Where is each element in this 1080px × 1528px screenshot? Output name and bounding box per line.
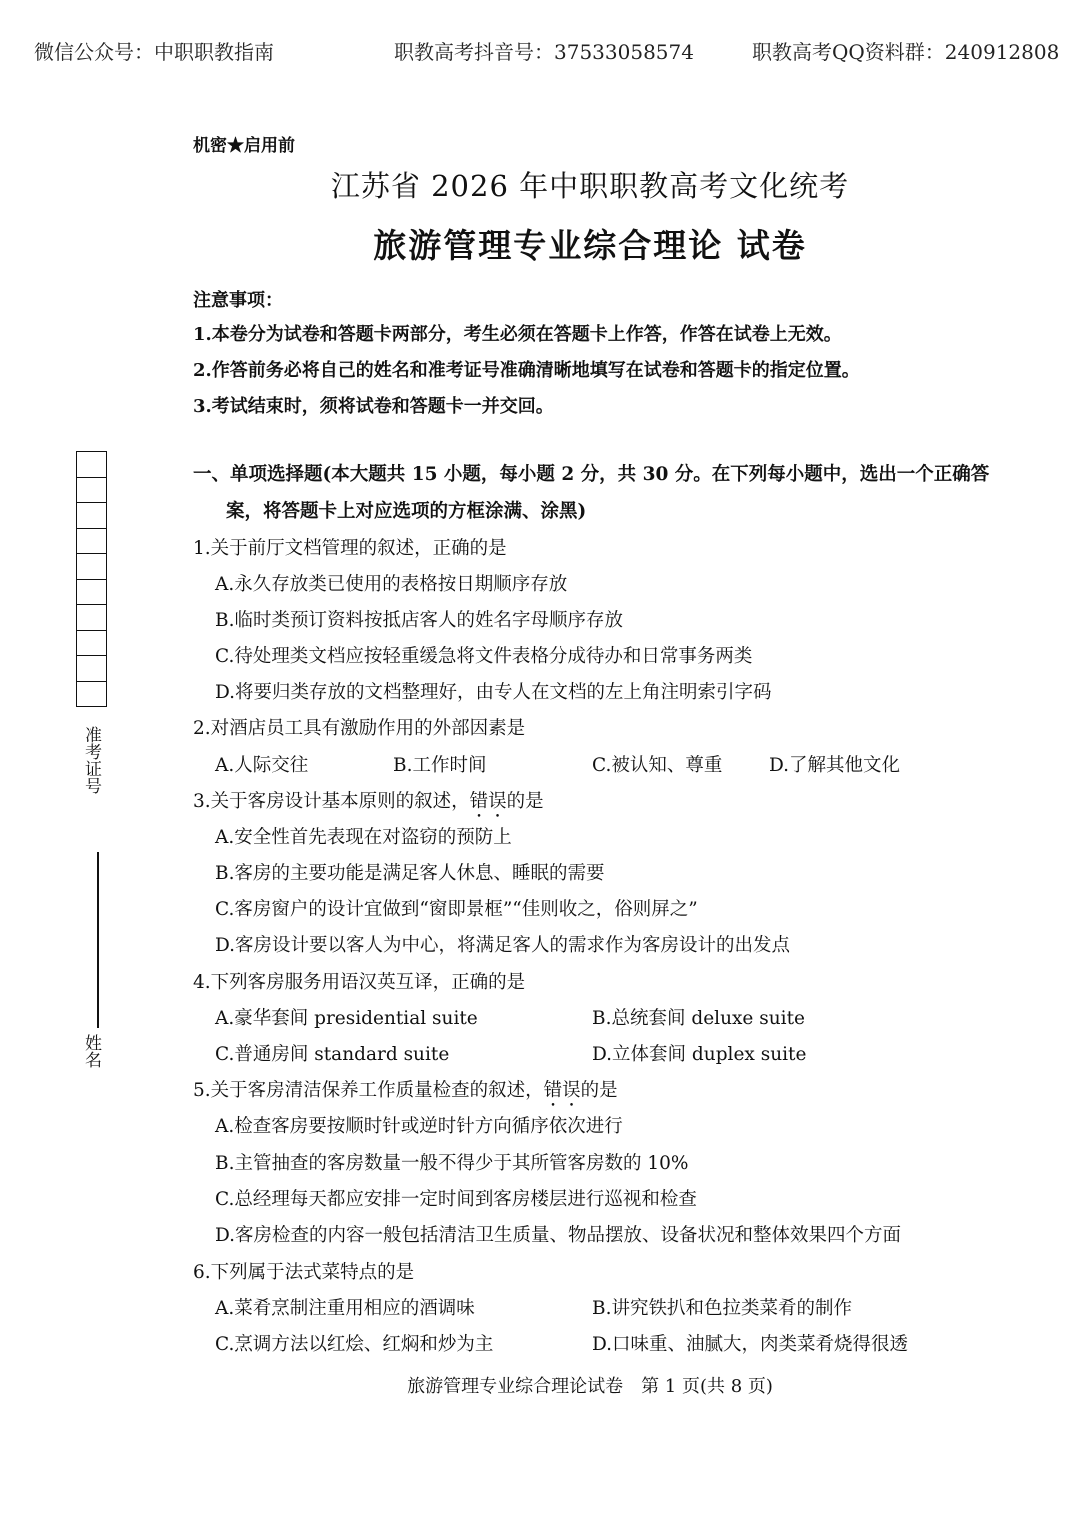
exam-number-box [77, 554, 106, 580]
question-stem: 6.下列属于法式菜特点的是 [193, 1262, 415, 1283]
option: A.检查客房要按顺时针或逆时针方向循序依次进行 [215, 1116, 623, 1137]
question-stem: 5.关于客房清洁保养工作质量检查的叙述，错误的是 [193, 1080, 618, 1101]
option: B.讲究铁扒和色拉类菜肴的制作 [592, 1298, 852, 1319]
section-heading: 一、单项选择题(本大题共 15 小题，每小题 2 分，共 30 分。在下列每小题中，选出一个正确答 [193, 464, 990, 485]
section-heading-cont: 案，将答题卡上对应选项的方框涂满、涂黑) [226, 501, 587, 522]
exam-number-label: 准考证号 [81, 726, 101, 794]
emphasis-wrong: 错误 [543, 1080, 581, 1101]
emphasis-wrong: 错误 [469, 791, 507, 812]
note-item: 1.本卷分为试卷和答题卡两部分，考生必须在答题卡上作答，作答在试卷上无效。 [193, 324, 842, 345]
option: C.普通房间 standard suite [215, 1044, 450, 1065]
option: C.总经理每天都应安排一定时间到客房楼层进行巡视和检查 [215, 1189, 697, 1210]
option: B.客房的主要功能是满足客人休息、睡眠的需要 [215, 863, 605, 884]
note-item: 3.考试结束时，须将试卷和答题卡一并交回。 [193, 396, 554, 417]
exam-number-box [77, 682, 106, 708]
question-stem: 1.关于前厅文档管理的叙述，正确的是 [193, 538, 507, 559]
notes-heading: 注意事项： [193, 290, 283, 311]
exam-title: 江苏省 2026 年中职职教高考文化统考 [330, 169, 850, 203]
exam-number-box [77, 529, 106, 555]
option: C.待处理类文档应按轻重缓急将文件表格分成待办和日常事务两类 [215, 646, 753, 667]
name-underline [97, 852, 99, 1028]
exam-number-box [77, 631, 106, 657]
option: A.菜肴烹制注重用相应的酒调味 [215, 1298, 475, 1319]
note-item: 2.作答前务必将自己的姓名和准考证号准确清晰地填写在试卷和答题卡的指定位置。 [193, 360, 860, 381]
exam-number-boxes [76, 451, 107, 707]
exam-number-box [77, 452, 106, 478]
option: B.主管抽查的客房数量一般不得少于其所管客房数的 10% [215, 1153, 689, 1174]
option: B.临时类预订资料按抵店客人的姓名字母顺序存放 [215, 610, 623, 631]
exam-number-box [77, 478, 106, 504]
exam-number-box [77, 503, 106, 529]
question-stem: 4.下列客房服务用语汉英互译，正确的是 [193, 972, 526, 993]
option: A.豪华套间 presidential suite [215, 1008, 478, 1029]
exam-number-box [77, 656, 106, 682]
question-stem: 2.对酒店员工具有激励作用的外部因素是 [193, 718, 526, 739]
question-stem: 3.关于客房设计基本原则的叙述，错误的是 [193, 791, 544, 812]
option: D.口味重、油腻大，肉类菜肴烧得很透 [592, 1334, 909, 1355]
option: D.立体套间 duplex suite [592, 1044, 807, 1065]
header-wechat: 微信公众号：中职职教指南 [34, 40, 274, 64]
option: D.将要归类存放的文档整理好，由专人在文档的左上角注明索引字码 [215, 682, 772, 703]
option: C.被认知、尊重 [592, 755, 723, 776]
option: A.人际交往 [215, 755, 309, 776]
header-qq: 职教高考QQ资料群：240912808 [752, 40, 1060, 64]
exam-number-box [77, 605, 106, 631]
page-footer: 旅游管理专业综合理论试卷 第 1 页(共 8 页) [407, 1376, 773, 1397]
option: D.了解其他文化 [769, 755, 901, 776]
option: C.烹调方法以红烩、红焖和炒为主 [215, 1334, 494, 1355]
header-douyin: 职教高考抖音号：37533058574 [394, 40, 694, 64]
option: D.客房检查的内容一般包括清洁卫生质量、物品摆放、设备状况和整体效果四个方面 [215, 1225, 902, 1246]
option: C.客房窗户的设计宜做到“窗即景框”“佳则收之，俗则屏之” [215, 899, 698, 920]
secret-mark: 机密★启用前 [193, 136, 295, 156]
exam-number-box [77, 580, 106, 606]
option: D.客房设计要以客人为中心，将满足客人的需求作为客房设计的出发点 [215, 935, 791, 956]
option: B.总统套间 deluxe suite [592, 1008, 805, 1029]
option: A.安全性首先表现在对盗窃的预防上 [215, 827, 512, 848]
name-label: 姓名 [81, 1034, 101, 1068]
option: A.永久存放类已使用的表格按日期顺序存放 [215, 574, 568, 595]
option: B.工作时间 [393, 755, 487, 776]
paper-title: 旅游管理专业综合理论 试卷 [373, 226, 807, 265]
